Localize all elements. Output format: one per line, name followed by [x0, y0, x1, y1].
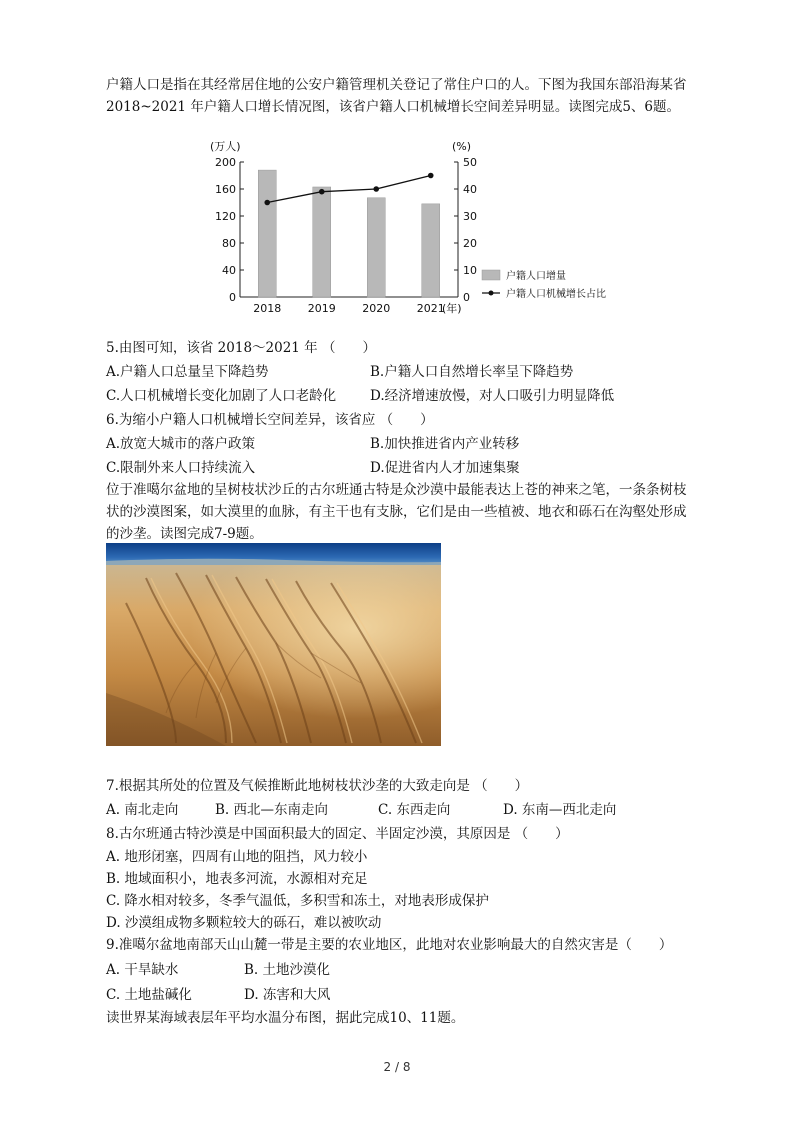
q7-option-c[interactable]: C. 东西走向: [378, 802, 451, 818]
legend-line-label: 户籍人口机械增长占比: [506, 289, 606, 300]
x-axis-unit: (年): [442, 302, 462, 315]
legend-bar-label: 户籍人口增量: [506, 271, 566, 282]
q5-stem: 5.由图可知，该省 2018～2021 年 （ ）: [106, 340, 376, 356]
left-tick-label: 200: [215, 156, 236, 169]
left-axis-unit: (万人): [210, 140, 241, 153]
q5-option-b[interactable]: B.户籍人口自然增长率呈下降趋势: [370, 364, 574, 380]
q5-option-a[interactable]: A.户籍人口总量呈下降趋势: [106, 364, 269, 380]
line-path: [267, 176, 431, 203]
left-tick-label: 160: [215, 183, 236, 196]
left-tick-label: 0: [229, 291, 236, 304]
right-tick-label: 0: [463, 291, 470, 304]
bar-2018: [258, 170, 276, 297]
desert-dune-illustration: [106, 543, 441, 746]
population-growth-chart: [190, 132, 660, 322]
left-tick-label: 80: [222, 237, 236, 250]
right-axis-unit: (%): [452, 140, 472, 153]
q9-option-c[interactable]: C. 土地盐碱化: [106, 987, 192, 1003]
right-tick-label: 50: [463, 156, 477, 169]
page-number: 2 / 8: [383, 1060, 411, 1074]
q7-option-d[interactable]: D. 东南—西北走向: [503, 802, 617, 818]
q6-stem: 6.为缩小户籍人口机械增长空间差异，该省应 （ ）: [106, 412, 434, 428]
q6-option-c[interactable]: C.限制外来人口持续流入: [106, 460, 256, 476]
left-tick-label: 120: [215, 210, 236, 223]
right-tick-label: 10: [463, 264, 477, 277]
q8-option-b[interactable]: B. 地域面积小，地表多河流，水源相对充足: [106, 871, 368, 887]
chart-legend: [482, 269, 606, 300]
line-point-2020: [373, 186, 379, 192]
x-tick-label: 2018: [253, 302, 282, 315]
right-tick-label: 40: [463, 183, 477, 196]
q6-option-a[interactable]: A.放宽大城市的落户政策: [106, 436, 256, 452]
q9-option-a[interactable]: A. 干旱缺水: [106, 962, 179, 978]
line-point-2021: [428, 173, 434, 179]
q8-option-c[interactable]: C. 降水相对较多，冬季气温低，多积雪和冻土，对地表形成保护: [106, 893, 489, 909]
q9-stem: 9.准噶尔盆地南部天山山麓一带是主要的农业地区，此地对农业影响最大的自然灾害是（ ）: [106, 937, 673, 953]
bar-2019: [313, 187, 331, 297]
q8-option-d[interactable]: D. 沙漠组成物多颗粒较大的砾石，难以被吹动: [106, 915, 382, 931]
q5-option-d[interactable]: D.经济增速放慢，对人口吸引力明显降低: [370, 388, 615, 404]
q9-option-b[interactable]: B. 土地沙漠化: [244, 962, 331, 978]
chart-line-series: [264, 173, 433, 206]
q6-option-b[interactable]: B.加快推进省内产业转移: [370, 436, 520, 452]
right-tick-label: 20: [463, 237, 477, 250]
left-tick-label: 40: [222, 264, 236, 277]
desert-dune-photo: [106, 543, 441, 746]
q7-stem: 7.根据其所处的位置及气候推断此地树枝状沙垄的大致走向是 （ ）: [106, 778, 529, 794]
bar-2021: [422, 204, 440, 297]
right-tick-label: 30: [463, 210, 477, 223]
x-tick-label: 2019: [307, 302, 336, 315]
line-point-2018: [264, 200, 270, 206]
q8-option-a[interactable]: A. 地形闭塞，四周有山地的阻挡，风力较小: [106, 849, 368, 865]
q6-option-d[interactable]: D.促进省内人才加速集聚: [370, 460, 520, 476]
q7-option-b[interactable]: B. 西北—东南走向: [215, 802, 329, 818]
line-point-2019: [319, 189, 325, 195]
bar-2020: [367, 198, 385, 297]
q5-option-c[interactable]: C.人口机械增长变化加剧了人口老龄化: [106, 388, 337, 404]
chart-bars: [258, 170, 440, 297]
x-tick-label: 2020: [362, 302, 391, 315]
q7-option-a[interactable]: A. 南北走向: [106, 802, 179, 818]
passage-sea-temperature: 读世界某海域表层年平均水温分布图，据此完成10、11题。: [106, 1010, 465, 1026]
legend-line-marker: [489, 291, 494, 296]
x-tick-label: 2021: [416, 302, 445, 315]
q9-option-d[interactable]: D. 冻害和大风: [244, 987, 331, 1003]
intro-paragraph: 户籍人口是指在其经常居住地的公安户籍管理机关登记了常住户口的人。下图为我国东部沿海某省 2018~2021 年户籍人口增长情况图，该省户籍人口机械增长空间差异明显。读图完成5、6题。: [106, 77, 687, 115]
legend-bar-swatch: [482, 270, 500, 280]
q8-stem: 8.古尔班通古特沙漠是中国面积最大的固定、半固定沙漠，其原因是 （ ）: [106, 826, 569, 842]
passage-dunes: 位于准噶尔盆地的呈树枝状沙丘的古尔班通古特是众沙漠中最能表达上苍的神来之笔，一条条树枝状的沙漠图案，如大漠里的血脉，有主干也有支脉，它们是由一些植被、地衣和砾石在沟壑处形成的沙垄。读图完成7-9题。: [106, 482, 687, 542]
